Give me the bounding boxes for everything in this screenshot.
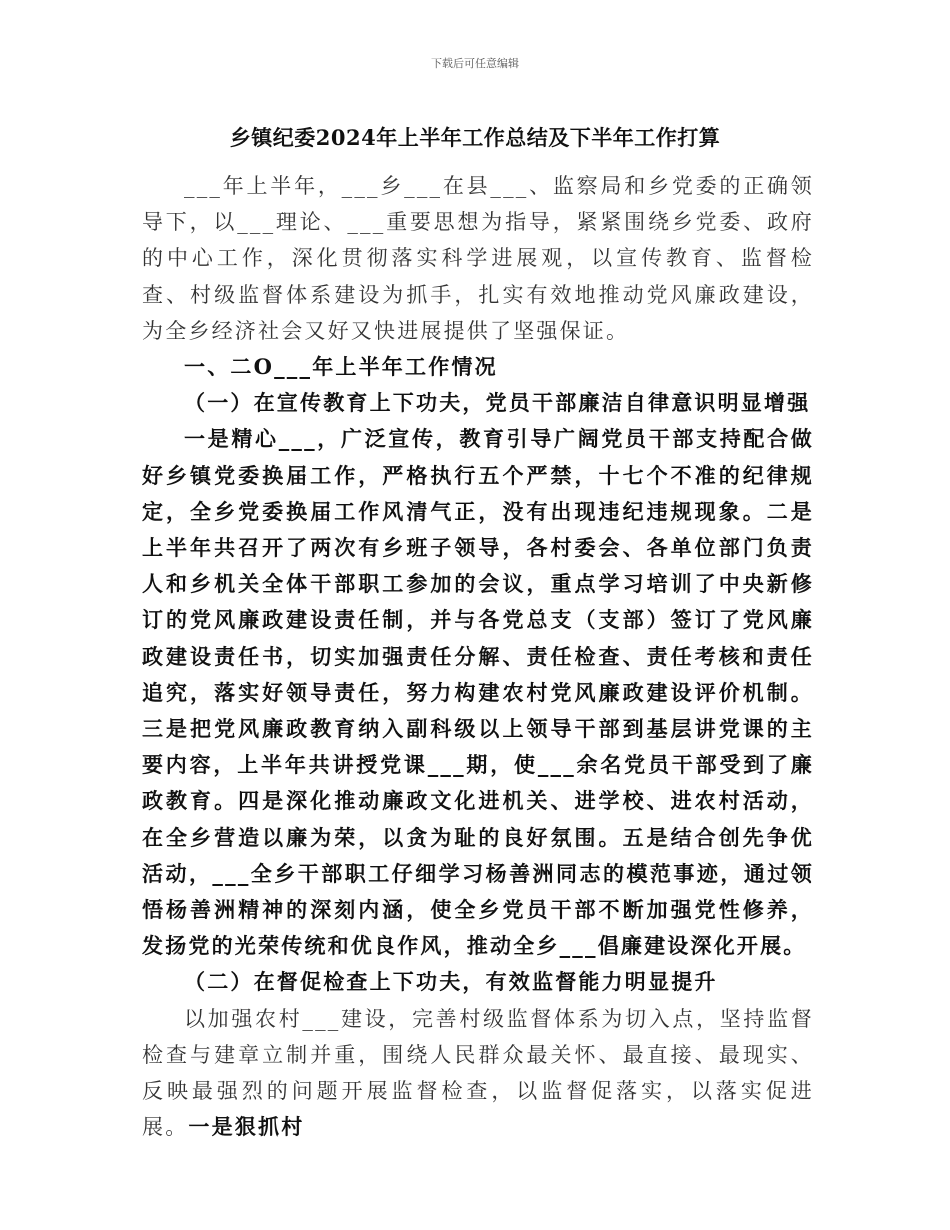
intro-paragraph: ___年上半年，___乡___在县___、监察局和乡党委的正确领导下，以___理论、___重要思想为指导，紧紧围绕乡党委、政府的中心工作，深化贯彻落实科学进展观，以宣传教育、监督检查、村级监督体系建设为抓手，扎实有效地推动党风廉政建设，为全乡经济社会又好又快进展提供了坚强保证。 bbox=[142, 174, 814, 343]
subsection-body-2 bbox=[142, 1001, 814, 1146]
body-2-bold-text: 一是狠抓村 bbox=[188, 1114, 305, 1140]
header-note: 下载后可任意编辑 bbox=[431, 57, 519, 70]
subsection-body-1: 一是精心___，广泛宣传，教育引导广阔党员干部支持配合做好乡镇党委换届工作，严格执行五个严禁，十七个不准的纪律规定，全乡党委换届工作风清气正，没有出现违纪违规现象。二是上半年共召开了两次有乡班子领导，各村委会、各单位部门负责人和乡机关全体干部职工参加的会议，重点学习培训了中央新修订的党风廉政建设责任制，并与各党总支（支部）签订了党风廉政建设责任书，切实加强责任分解、责任检查、责任考核和责任追究，落实好领导责任，努力构建农村党风廉政建设评价机制。三是把党风廉政教育纳入副科级以上领导干部到基层讲党课的主要内容，上半年共讲授党课___期，使___余名党员干部受到了廉政教育。四是深化推动廉政文化进机关、进学校、进农村活动，在全乡营造以廉为荣，以贪为耻的良好氛围。五是结合创先争优活动，___全乡干部职工仔细学习杨善洲同志的模范事迹，通过领悟杨善洲精神的深刻内涵，使全乡党员干部不断加强党性修养，发扬党的光荣传统和优良作风，推动全乡___倡廉建设深化开展。 bbox=[142, 426, 814, 959]
body-2-plain-text: 以加强农村___建设，完善村级监督体系为切入点，坚持监督检查与建章立制并重，围绕人民群众最关怀、最直接、最现实、反映最强烈的问题开展监督检查，以监督促落实，以落实促进展。 bbox=[142, 1006, 814, 1140]
subsection-heading-1: （一）在宣传教育上下功夫，党员干部廉洁自律意识明显增强 bbox=[184, 390, 811, 416]
document-title: 乡镇纪委2024年上半年工作总结及下半年工作打算 bbox=[229, 125, 721, 150]
subsection-heading-2: （二）在督促检查上下功夫，有效监督能力明显提升 bbox=[184, 969, 718, 995]
section-heading-1: 一、二O___年上半年工作情况 bbox=[184, 354, 498, 380]
document-body bbox=[142, 168, 814, 1145]
